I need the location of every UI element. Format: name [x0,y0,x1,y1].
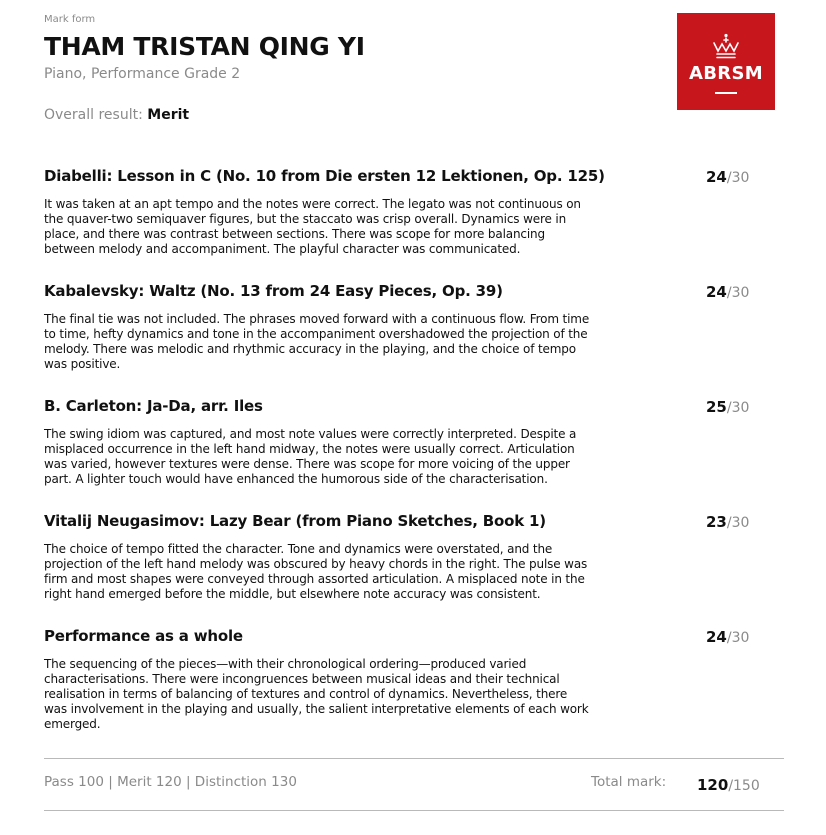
piece-title: B. Carleton: Ja-Da, arr. Iles [44,397,263,415]
piece-title: Vitalij Neugasimov: Lazy Bear (from Piano Sketches, Book 1) [44,512,546,530]
score-max: /30 [726,285,750,301]
total-mark-value: 120 [697,776,729,794]
piece-score [706,513,749,531]
crown-icon [711,33,741,59]
score-value: 24 [706,168,727,186]
piece-score [706,398,749,416]
total-mark-label: Total mark: [591,774,667,790]
score-value: 24 [706,628,727,646]
score-value: 24 [706,283,727,301]
piece-score [706,628,749,646]
score-max: /30 [726,515,750,531]
grade-thresholds: Pass 100 | Merit 120 | Distinction 130 [44,774,297,790]
total-mark-max: /150 [728,778,760,794]
piece-score [706,283,749,301]
score-value: 23 [706,513,727,531]
piece-comment: The choice of tempo fitted the character. Tone and dynamics were overstated, and the projection of the left hand melody was obscured by heavy chords in the right. The pulse was firm and most shapes were conveyed through assorted articulation. A misplaced note in the right hand emerged before the middle, but elsewhere note accuracy was consistent. [44,542,588,601]
score-value: 25 [706,398,727,416]
footer-divider-top [44,758,784,759]
score-max: /30 [726,170,750,186]
total-mark [697,776,760,794]
piece-title: Diabelli: Lesson in C (No. 10 from Die ersten 12 Lektionen, Op. 125) [44,167,605,185]
exam-subtitle: Piano, Performance Grade 2 [44,66,241,82]
form-label: Mark form [44,14,96,25]
piece-score [706,168,749,186]
piece-comment: The final tie was not included. The phrases moved forward with a continuous flow. From time to time, hefty dynamics and tone in the accompaniment overshadowed the projection of the melody. There was melodic and rhythmic accuracy in the playing, and the choice of tempo was positive. [44,312,590,371]
score-max: /30 [726,400,750,416]
overall-result-value: Merit [147,107,190,123]
overall-result-label: Overall result: [44,107,143,123]
abrsm-logo [677,13,775,110]
logo-rule [715,92,737,94]
piece-title: Kabalevsky: Waltz (No. 13 from 24 Easy Pieces, Op. 39) [44,282,503,300]
piece-comment: It was taken at an apt tempo and the notes were correct. The legato was not continuous on the quaver-two semiquaver figures, but the staccato was crisp overall. Dynamics were in place, and there was contrast between sections. There was scope for more balancing between melody and accompaniment. The playful character was communicated. [44,197,581,256]
logo-text: ABRSM [689,63,763,84]
score-max: /30 [726,630,750,646]
piece-title: Performance as a whole [44,627,243,645]
piece-comment: The sequencing of the pieces—with their chronological ordering—produced varied characterisations. There were incongruences between musical ideas and their technical realisation in terms of balancing of textures and control of dynamics. Nevertheless, there was involvement in the playing and usually, the salient interpretative elements of each work emerged. [44,657,589,731]
candidate-name: THAM TRISTAN QING YI [44,32,365,61]
piece-comment: The swing idiom was captured, and most note values were correctly interpreted. Despite a misplaced occurrence in the left hand midway, the notes were usually correct. Articulation was varied, however textures were dense. There was scope for more voicing of the upper part. A lighter touch would have enhanced the humorous side of the characterisation. [44,427,577,486]
overall-result [44,107,189,123]
footer-divider-bottom [44,810,784,811]
